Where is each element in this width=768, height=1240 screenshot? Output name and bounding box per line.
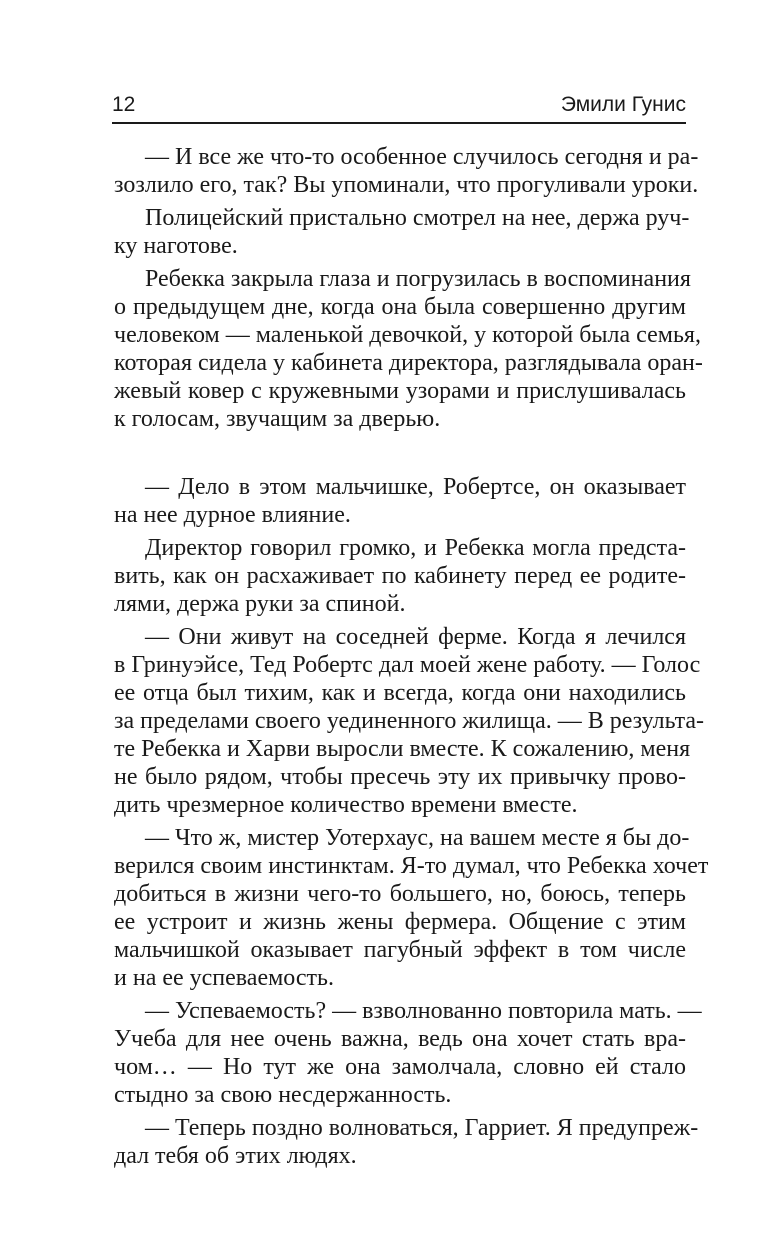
text-line: добиться в жизни чего-то большего, но, боюсь, теперь [114,881,686,907]
page-number: 12 [112,93,136,116]
text-line: чом… — Но тут же она замолчала, словно ей стало [114,1054,686,1080]
text-line: — Они живут на соседней ферме. Когда я лечился [145,624,686,650]
text-line: к голосам, звучащим за дверью. [114,406,441,432]
text-line: ее отца был тихим, как и всегда, когда они находились [114,680,686,706]
text-line: за пределами своего уединенного жилища. — В результа- [114,708,705,734]
text-line: мальчишкой оказывает пагубный эффект в том числе [114,937,686,963]
text-line: верился своим инстинктам. Я-то думал, что Ребекка хочет [114,853,709,879]
text-line: жевый ковер с кружевными узорами и прислушивалась [114,378,686,404]
text-line: — Дело в этом мальчишке, Робертсе, он оказывает [145,474,686,500]
paragraph [114,824,709,992]
paragraph [114,265,703,433]
text-line: Полицейский пристально смотрел на нее, держа руч- [145,205,690,231]
text-line: о предыдущем дне, когда она была совершенно другим [114,294,686,320]
text-line: не было рядом, чтобы пресечь эту их привычку прово- [114,764,686,790]
text-line: человеком — маленькой девочкой, у которой была семья, [114,322,701,348]
section-break [114,438,686,473]
text-line: дал тебя об этих людях. [114,1143,357,1169]
text-line: ку наготове. [114,233,238,259]
text-line: ее устроит и жизнь жены фермера. Общение с этим [114,909,686,935]
text-line: вить, как он расхаживает по кабинету перед ее родите- [114,563,686,589]
text-line: — Успеваемость? — взволнованно повторила мать. — [145,998,702,1024]
text-line: на нее дурное влияние. [114,502,351,528]
text-line: лями, держа руки за спиной. [114,591,406,617]
text-line: — Теперь поздно волноваться, Гарриет. Я предупреж- [145,1115,699,1141]
running-head-author: Эмили Гунис [560,93,686,116]
text-line: — Что ж, мистер Уотерхаус, на вашем месте я бы до- [145,825,690,851]
text-line: Ребекка закрыла глаза и погрузилась в воспоминания [145,266,691,292]
text-line: которая сидела у кабинета директора, разглядывала оран- [114,350,703,376]
text-line: в Гринуэйсе, Тед Робертс дал моей жене работу. — Голос [114,652,701,678]
paragraph [114,534,686,618]
page-header [112,94,686,124]
text-line: Учеба для нее очень важна, ведь она хочет стать вра- [114,1026,686,1052]
text-line: зозлило его, так? Вы упоминали, что прогуливали уроки. [114,172,699,198]
body-text [114,143,709,1175]
text-line: те Ребекка и Харви выросли вместе. К сожалению, меня [114,736,691,762]
paragraph [114,997,702,1109]
paragraph [114,204,690,260]
text-line: Директор говорил громко, и Ребекка могла предста- [145,535,686,561]
paragraph [114,473,686,529]
paragraph [114,143,699,199]
text-line: дить чрезмерное количество времени вместе. [114,792,578,818]
text-line: — И все же что-то особенное случилось сегодня и ра- [145,144,699,170]
paragraph [114,1114,699,1170]
text-line: стыдно за свою несдержанность. [114,1082,452,1108]
paragraph [114,623,705,819]
text-line: и на ее успеваемость. [114,965,334,991]
